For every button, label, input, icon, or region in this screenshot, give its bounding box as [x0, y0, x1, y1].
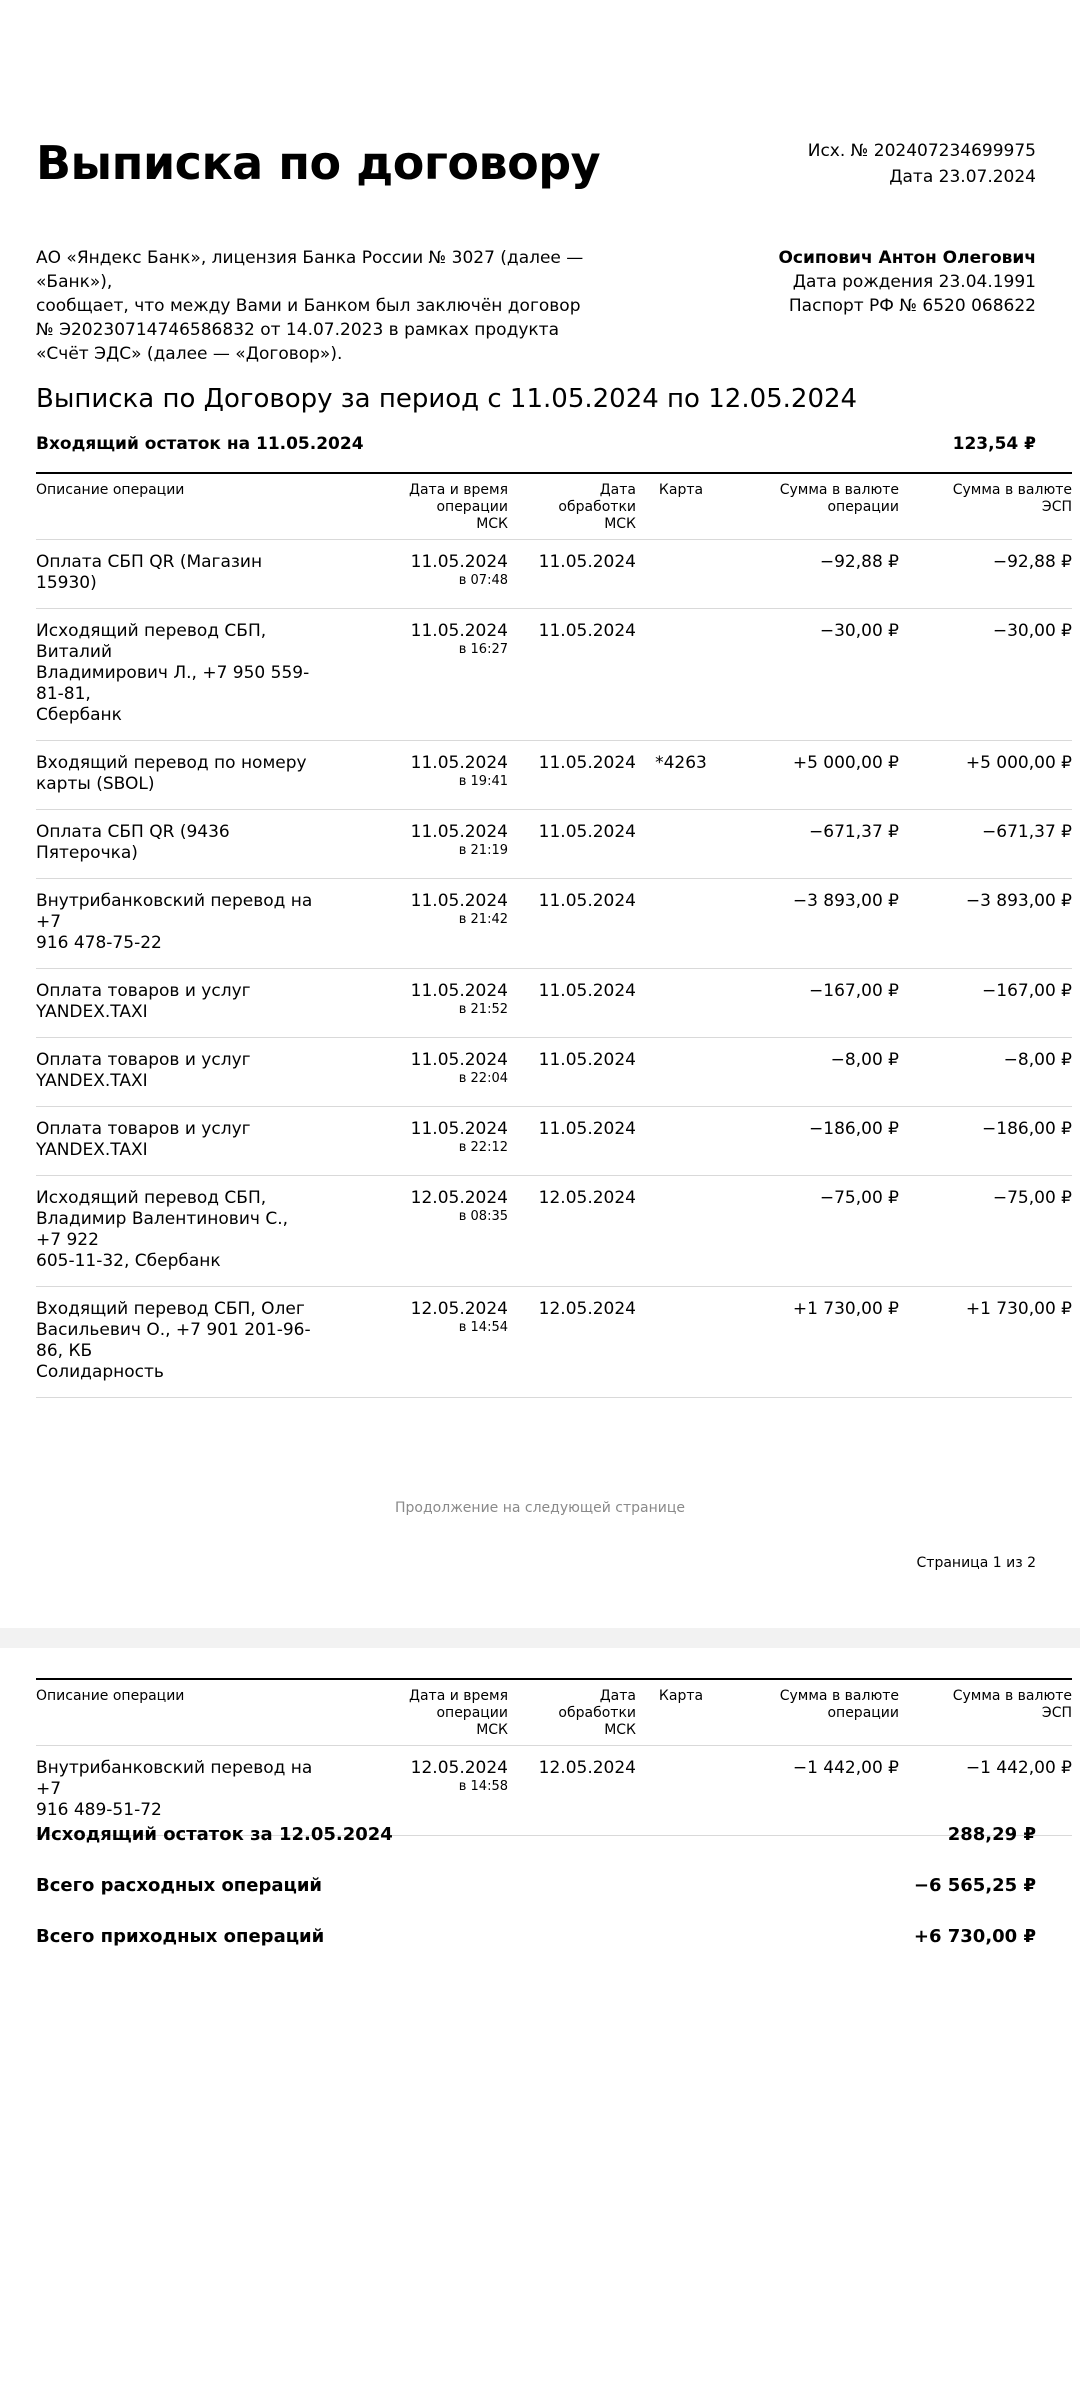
- client-passport: Паспорт РФ № 6520 068622: [788, 296, 1036, 316]
- operation-description-line: YANDEX.TAXI: [36, 1071, 148, 1091]
- card-number: [636, 609, 726, 741]
- operation-datetime: [346, 1746, 508, 1836]
- card-number: [636, 1038, 726, 1107]
- card-number: [636, 879, 726, 969]
- table-row: [36, 1107, 1072, 1176]
- operation-date: 12.05.2024: [410, 1758, 508, 1778]
- operation-description-line: Владимирович Л., +7 950 559-81-81,: [36, 663, 310, 704]
- table-row: [36, 879, 1072, 969]
- operation-time: в 22:04: [458, 1071, 508, 1086]
- document-number: Исх. № 202407234699975: [807, 141, 1036, 161]
- operation-description: [36, 879, 346, 969]
- card-number: [636, 1107, 726, 1176]
- operation-description-line: Входящий перевод СБП, Олег: [36, 1299, 305, 1319]
- continuation-note: Продолжение на следующей странице: [395, 1500, 685, 1516]
- column-header-description: Описание операции: [36, 1679, 346, 1746]
- client-info: [778, 246, 1036, 318]
- client-birthdate: Дата рождения 23.04.1991: [792, 272, 1036, 292]
- operation-description-line: Оплата товаров и услуг: [36, 1119, 251, 1139]
- operation-date: 11.05.2024: [410, 981, 508, 1001]
- table-row: [36, 1176, 1072, 1287]
- esp-amount: −3 893,00 ₽: [899, 879, 1072, 969]
- intro-line: № Э20230714746586832 от 14.07.2023 в рамках продукта: [36, 320, 559, 340]
- operation-description: [36, 1176, 346, 1287]
- processing-date: 11.05.2024: [508, 969, 636, 1038]
- closing-balance-row: [36, 1824, 1036, 1875]
- esp-amount: −167,00 ₽: [899, 969, 1072, 1038]
- column-header-operation-amount: Сумма в валюте операции: [726, 473, 899, 540]
- operation-description-line: 916 489-51-72: [36, 1800, 162, 1820]
- document-date: Дата 23.07.2024: [889, 167, 1036, 187]
- processing-date: 11.05.2024: [508, 810, 636, 879]
- esp-amount: −671,37 ₽: [899, 810, 1072, 879]
- column-header-operation-amount: Сумма в валюте операции: [726, 1679, 899, 1746]
- operation-date: 11.05.2024: [410, 621, 508, 641]
- operation-description-line: Исходящий перевод СБП, Виталий: [36, 621, 267, 662]
- processing-date: 11.05.2024: [508, 1107, 636, 1176]
- operation-datetime: [346, 879, 508, 969]
- card-number: [636, 1746, 726, 1836]
- column-header-processing-date: Дата обработки МСК: [508, 1679, 636, 1746]
- card-number: [636, 1176, 726, 1287]
- operation-datetime: [346, 1107, 508, 1176]
- intro-line: АО «Яндекс Банк», лицензия Банка России № 3027 (далее — «Банк»),: [36, 248, 584, 292]
- operation-amount: −75,00 ₽: [726, 1176, 899, 1287]
- closing-balance-label: Исходящий остаток за 12.05.2024: [36, 1824, 393, 1845]
- operation-description-line: Васильевич О., +7 901 201-96-86, КБ: [36, 1320, 311, 1361]
- client-name: Осипович Антон Олегович: [778, 248, 1036, 268]
- intro-text: [36, 246, 656, 366]
- total-income-label: Всего приходных операций: [36, 1926, 325, 1947]
- esp-amount: −30,00 ₽: [899, 609, 1072, 741]
- operation-datetime: [346, 1176, 508, 1287]
- processing-date: 11.05.2024: [508, 741, 636, 810]
- card-number: [636, 969, 726, 1038]
- period-title: Выписка по Договору за период с 11.05.2024 по 12.05.2024: [36, 384, 858, 414]
- table-row: [36, 540, 1072, 609]
- processing-date: 11.05.2024: [508, 609, 636, 741]
- operation-amount: −1 442,00 ₽: [726, 1746, 899, 1836]
- operation-amount: −186,00 ₽: [726, 1107, 899, 1176]
- operation-description-line: Оплата товаров и услуг: [36, 1050, 251, 1070]
- operation-date: 11.05.2024: [410, 822, 508, 842]
- operation-datetime: [346, 969, 508, 1038]
- operation-date: 12.05.2024: [410, 1188, 508, 1208]
- total-income-value: +6 730,00 ₽: [913, 1926, 1036, 1947]
- operation-date: 12.05.2024: [410, 1299, 508, 1319]
- operation-amount: +5 000,00 ₽: [726, 741, 899, 810]
- operation-datetime: [346, 810, 508, 879]
- operation-description-line: Внутрибанковский перевод на +7: [36, 891, 313, 932]
- operation-description-line: Входящий перевод по номеру: [36, 753, 307, 773]
- operation-description-line: 916 478-75-22: [36, 933, 162, 953]
- operation-amount: −3 893,00 ₽: [726, 879, 899, 969]
- operation-description: [36, 810, 346, 879]
- operation-date: 11.05.2024: [410, 891, 508, 911]
- total-expense-label: Всего расходных операций: [36, 1875, 323, 1896]
- operation-description-line: 605-11-32, Сбербанк: [36, 1251, 221, 1271]
- column-header-processing-date: Дата обработки МСК: [508, 473, 636, 540]
- operation-description: [36, 1038, 346, 1107]
- table-row: [36, 810, 1072, 879]
- processing-date: 11.05.2024: [508, 879, 636, 969]
- esp-amount: −1 442,00 ₽: [899, 1746, 1072, 1836]
- esp-amount: −186,00 ₽: [899, 1107, 1072, 1176]
- operation-date: 11.05.2024: [410, 552, 508, 572]
- operation-amount: −167,00 ₽: [726, 969, 899, 1038]
- column-header-card: Карта: [636, 473, 726, 540]
- operation-date: 11.05.2024: [410, 753, 508, 773]
- operation-datetime: [346, 741, 508, 810]
- operation-description-line: Внутрибанковский перевод на +7: [36, 1758, 313, 1799]
- operations-table-body: [36, 1746, 1072, 1836]
- card-number: [636, 540, 726, 609]
- column-header-esp-amount: Сумма в валюте ЭСП: [899, 1679, 1072, 1746]
- page-separator: [0, 1628, 1080, 1648]
- operation-amount: −30,00 ₽: [726, 609, 899, 741]
- document-meta: [808, 138, 1036, 190]
- operation-amount: −8,00 ₽: [726, 1038, 899, 1107]
- operation-description-line: Сбербанк: [36, 705, 122, 725]
- operations-table-header: [36, 473, 1072, 540]
- closing-balance-value: 288,29 ₽: [947, 1824, 1036, 1845]
- statement-totals: [36, 1824, 1036, 1977]
- operation-time: в 22:12: [458, 1140, 508, 1155]
- operation-description-line: YANDEX.TAXI: [36, 1002, 148, 1022]
- operation-time: в 14:54: [458, 1320, 508, 1335]
- operation-description: [36, 540, 346, 609]
- opening-balance-label: Входящий остаток на 11.05.2024: [36, 434, 364, 454]
- column-header-esp-amount: Сумма в валюте ЭСП: [899, 473, 1072, 540]
- operation-description-line: Солидарность: [36, 1362, 164, 1382]
- intro-line: сообщает, что между Вами и Банком был заключён договор: [36, 296, 581, 316]
- operation-description: [36, 609, 346, 741]
- table-row: [36, 1287, 1072, 1398]
- esp-amount: −92,88 ₽: [899, 540, 1072, 609]
- processing-date: 12.05.2024: [508, 1746, 636, 1836]
- processing-date: 12.05.2024: [508, 1287, 636, 1398]
- operation-time: в 14:58: [458, 1779, 508, 1794]
- opening-balance-value: 123,54 ₽: [952, 434, 1036, 454]
- esp-amount: −8,00 ₽: [899, 1038, 1072, 1107]
- table-row: [36, 969, 1072, 1038]
- operations-table: [36, 472, 1072, 1398]
- operations-table: [36, 1678, 1072, 1836]
- operations-table-body: [36, 540, 1072, 1398]
- column-header-operation-datetime: Дата и время операции МСК: [346, 473, 508, 540]
- operation-description-line: Исходящий перевод СБП,: [36, 1188, 267, 1208]
- card-number: [636, 1287, 726, 1398]
- card-number: [636, 810, 726, 879]
- operation-description: [36, 969, 346, 1038]
- total-expense-value: −6 565,25 ₽: [913, 1875, 1036, 1896]
- column-header-description: Описание операции: [36, 473, 346, 540]
- operation-date: 11.05.2024: [410, 1119, 508, 1139]
- operation-description: [36, 1107, 346, 1176]
- operation-amount: +1 730,00 ₽: [726, 1287, 899, 1398]
- table-row: [36, 741, 1072, 810]
- operation-description-line: YANDEX.TAXI: [36, 1140, 148, 1160]
- operation-description-line: Оплата СБП QR (Магазин 15930): [36, 552, 263, 593]
- total-income-row: [36, 1926, 1036, 1977]
- esp-amount: +1 730,00 ₽: [899, 1287, 1072, 1398]
- operation-amount: −671,37 ₽: [726, 810, 899, 879]
- processing-date: 11.05.2024: [508, 1038, 636, 1107]
- operation-datetime: [346, 609, 508, 741]
- operation-datetime: [346, 1287, 508, 1398]
- table-row: [36, 1746, 1072, 1836]
- operation-time: в 16:27: [458, 642, 508, 657]
- esp-amount: −75,00 ₽: [899, 1176, 1072, 1287]
- operation-time: в 07:48: [458, 573, 508, 588]
- table-row: [36, 609, 1072, 741]
- operation-time: в 08:35: [458, 1209, 508, 1224]
- operation-description-line: Оплата СБП QR (9436 Пятерочка): [36, 822, 230, 863]
- operations-table-header: [36, 1679, 1072, 1746]
- operation-description-line: карты (SBOL): [36, 774, 155, 794]
- column-header-operation-datetime: Дата и время операции МСК: [346, 1679, 508, 1746]
- operation-time: в 21:52: [458, 1002, 508, 1017]
- column-header-card: Карта: [636, 1679, 726, 1746]
- operation-description: [36, 1746, 346, 1836]
- operation-time: в 21:19: [458, 843, 508, 858]
- table-row: [36, 1038, 1072, 1107]
- operation-amount: −92,88 ₽: [726, 540, 899, 609]
- operation-description-line: Владимир Валентинович С., +7 922: [36, 1209, 288, 1250]
- intro-line: «Счёт ЭДС» (далее — «Договор»).: [36, 344, 343, 364]
- operation-time: в 19:41: [458, 774, 508, 789]
- processing-date: 11.05.2024: [508, 540, 636, 609]
- operation-description: [36, 1287, 346, 1398]
- operation-description: [36, 741, 346, 810]
- esp-amount: +5 000,00 ₽: [899, 741, 1072, 810]
- statement-page-2: [0, 1648, 1080, 2400]
- operation-description-line: Оплата товаров и услуг: [36, 981, 251, 1001]
- card-number: *4263: [636, 741, 726, 810]
- processing-date: 12.05.2024: [508, 1176, 636, 1287]
- page-number: Страница 1 из 2: [916, 1555, 1036, 1571]
- opening-balance: [36, 434, 1036, 454]
- total-expense-row: [36, 1875, 1036, 1926]
- operation-time: в 21:42: [458, 912, 508, 927]
- page-title: Выписка по договору: [36, 136, 601, 190]
- operation-date: 11.05.2024: [410, 1050, 508, 1070]
- operation-datetime: [346, 1038, 508, 1107]
- operation-datetime: [346, 540, 508, 609]
